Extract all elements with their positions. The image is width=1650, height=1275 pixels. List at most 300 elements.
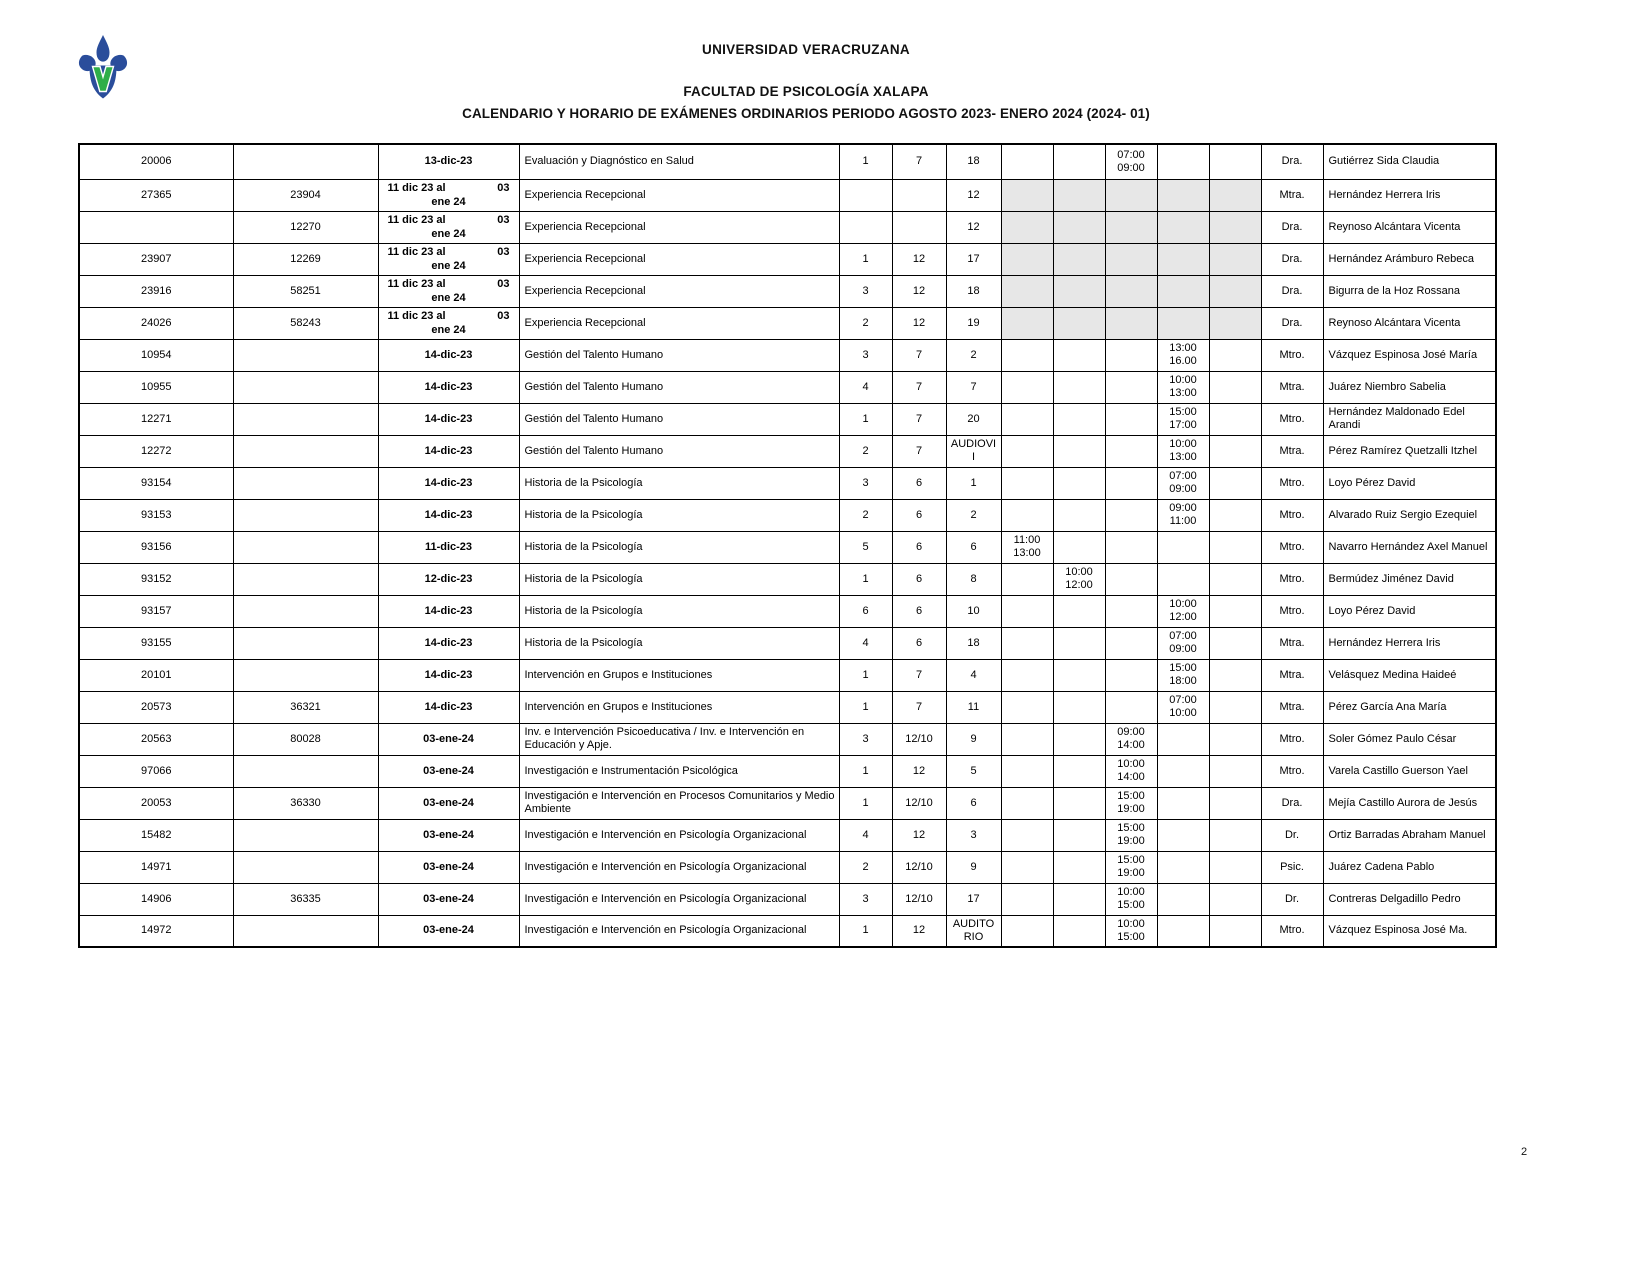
nrc2-cell: [233, 627, 378, 659]
teacher-cell: Bermúdez Jiménez David: [1323, 563, 1496, 595]
time-cell-2: [1053, 243, 1105, 275]
nrc2-cell: [233, 915, 378, 947]
nrc2-cell: 80028: [233, 723, 378, 755]
date-range-line2: ene 24: [431, 228, 466, 240]
date-cell: 14-dic-23: [378, 339, 519, 371]
nrc2-cell: [233, 499, 378, 531]
semester-cell: 12/10: [892, 851, 946, 883]
semester-cell: 12/10: [892, 883, 946, 915]
time-cell-2: [1053, 723, 1105, 755]
teacher-cell: Loyo Pérez David: [1323, 595, 1496, 627]
title-cell: Mtro.: [1261, 531, 1323, 563]
time-cell-1: [1001, 435, 1053, 467]
time-cell-4: [1157, 819, 1209, 851]
nrc1-cell: 12271: [79, 403, 233, 435]
time-end: 15:00: [1117, 899, 1145, 911]
semester-cell: 12: [892, 275, 946, 307]
section-cell: 3: [839, 723, 892, 755]
time-start: 15:00: [1169, 406, 1197, 418]
course-cell: Experiencia Recepcional: [519, 179, 839, 211]
section-cell: 2: [839, 499, 892, 531]
date-range-start: 11 dic 23 al: [387, 246, 446, 258]
date-range-line2: ene 24: [431, 324, 466, 336]
teacher-cell: Hernández Maldonado Edel Arandi: [1323, 403, 1496, 435]
nrc1-cell: 93157: [79, 595, 233, 627]
semester-cell: 6: [892, 595, 946, 627]
nrc2-cell: 36330: [233, 787, 378, 819]
section-cell: 1: [839, 243, 892, 275]
section-cell: 3: [839, 339, 892, 371]
time-cell-4: [1157, 627, 1209, 659]
course-cell: Experiencia Recepcional: [519, 307, 839, 339]
date-cell: 11-dic-23: [378, 531, 519, 563]
table-row: [79, 851, 1496, 883]
table-row: [79, 755, 1496, 787]
table-row: [79, 307, 1496, 339]
date-range-start: 11 dic 23 al: [387, 310, 446, 322]
time-cell-2: [1053, 563, 1105, 595]
section-cell: [839, 179, 892, 211]
time-cell-4: [1157, 755, 1209, 787]
time-end: 11:00: [1169, 515, 1197, 527]
table-row: [79, 627, 1496, 659]
time-cell-3: [1105, 691, 1157, 723]
time-cell-5: [1209, 819, 1261, 851]
room-cell: 6: [946, 787, 1001, 819]
time-cell-3: [1105, 563, 1157, 595]
time-cell-5: [1209, 627, 1261, 659]
calendar-title: CALENDARIO Y HORARIO DE EXÁMENES ORDINARIOS PERIODO AGOSTO 2023- ENERO 2024 (2024- 01): [462, 106, 1150, 121]
room-cell: 5: [946, 755, 1001, 787]
title-cell: Mtra.: [1261, 435, 1323, 467]
time-cell-5: [1209, 307, 1261, 339]
section-cell: 5: [839, 531, 892, 563]
semester-cell: 12: [892, 819, 946, 851]
time-end: 12:00: [1065, 579, 1093, 591]
teacher-cell: Soler Gómez Paulo César: [1323, 723, 1496, 755]
time-end: 14:00: [1117, 771, 1145, 783]
time-cell-1: [1001, 819, 1053, 851]
time-cell-1: [1001, 883, 1053, 915]
time-cell-3: [1105, 307, 1157, 339]
time-cell-3: [1105, 339, 1157, 371]
date-range-day: 03: [497, 182, 510, 194]
semester-cell: 7: [892, 435, 946, 467]
title-cell: Dra.: [1261, 275, 1323, 307]
time-cell-5: [1209, 563, 1261, 595]
time-cell-1: [1001, 915, 1053, 947]
time-end: 18:00: [1169, 675, 1197, 687]
section-cell: 3: [839, 883, 892, 915]
date-range-line1: [381, 181, 517, 195]
time-cell-4: [1157, 723, 1209, 755]
date-cell: 03-ene-24: [378, 787, 519, 819]
semester-cell: 12: [892, 915, 946, 947]
time-cell-1: [1001, 563, 1053, 595]
time-cell-1: [1001, 275, 1053, 307]
semester-cell: [892, 179, 946, 211]
nrc1-cell: 93156: [79, 531, 233, 563]
course-cell: Gestión del Talento Humano: [519, 403, 839, 435]
course-cell: Historia de la Psicología: [519, 627, 839, 659]
teacher-cell: Hernández Herrera Iris: [1323, 627, 1496, 659]
table-row: [79, 915, 1496, 947]
time-cell-1: [1001, 787, 1053, 819]
time-cell-5: [1209, 467, 1261, 499]
table-row: [79, 723, 1496, 755]
table-row: [79, 371, 1496, 403]
title-cell: Mtro.: [1261, 339, 1323, 371]
time-cell-4: [1157, 595, 1209, 627]
semester-cell: 12: [892, 243, 946, 275]
date-range-line1: [381, 213, 517, 227]
course-cell: Inv. e Intervención Psicoeducativa / Inv. e Intervención en Educación y Apje.: [519, 723, 839, 755]
exam-schedule-table: [78, 143, 1497, 948]
time-cell-2: [1053, 275, 1105, 307]
semester-cell: 7: [892, 339, 946, 371]
time-cell-5: [1209, 659, 1261, 691]
date-cell: 14-dic-23: [378, 499, 519, 531]
section-cell: 3: [839, 275, 892, 307]
title-cell: Mtro.: [1261, 499, 1323, 531]
course-cell: Evaluación y Diagnóstico en Salud: [519, 144, 839, 179]
time-cell-5: [1209, 787, 1261, 819]
course-cell: Gestión del Talento Humano: [519, 339, 839, 371]
time-cell-4: [1157, 275, 1209, 307]
time-cell-2: [1053, 659, 1105, 691]
semester-cell: [892, 211, 946, 243]
semester-cell: 7: [892, 144, 946, 179]
time-cell-1: [1001, 691, 1053, 723]
room-cell: 4: [946, 659, 1001, 691]
time-cell-5: [1209, 723, 1261, 755]
title-cell: Dra.: [1261, 787, 1323, 819]
semester-cell: 7: [892, 371, 946, 403]
room-cell: 12: [946, 179, 1001, 211]
teacher-cell: Vázquez Espinosa José Ma.: [1323, 915, 1496, 947]
time-cell-4: [1157, 531, 1209, 563]
university-name: UNIVERSIDAD VERACRUZANA: [702, 42, 910, 57]
course-cell: Historia de la Psicología: [519, 531, 839, 563]
date-cell: 03-ene-24: [378, 819, 519, 851]
teacher-cell: Reynoso Alcántara Vicenta: [1323, 307, 1496, 339]
time-cell-3: [1105, 595, 1157, 627]
time-cell-5: [1209, 499, 1261, 531]
time-cell-1: [1001, 339, 1053, 371]
time-start: 10:00: [1117, 886, 1145, 898]
title-cell: Mtra.: [1261, 627, 1323, 659]
section-cell: 1: [839, 691, 892, 723]
time-cell-2: [1053, 371, 1105, 403]
time-start: 11:00: [1013, 534, 1041, 546]
course-cell: Historia de la Psicología: [519, 467, 839, 499]
time-cell-4: [1157, 403, 1209, 435]
time-cell-5: [1209, 275, 1261, 307]
date-cell: [378, 275, 519, 307]
table-row: [79, 403, 1496, 435]
nrc2-cell: 36321: [233, 691, 378, 723]
table-row: [79, 499, 1496, 531]
time-cell-5: [1209, 531, 1261, 563]
time-cell-1: [1001, 595, 1053, 627]
time-cell-3: [1105, 499, 1157, 531]
nrc2-cell: [233, 819, 378, 851]
time-cell-4: [1157, 435, 1209, 467]
room-cell: 9: [946, 851, 1001, 883]
room-cell: AUDIOVI I: [946, 435, 1001, 467]
nrc2-cell: [233, 659, 378, 691]
room-cell: AUDITO RIO: [946, 915, 1001, 947]
time-start: 10:00: [1065, 566, 1093, 578]
table-row: [79, 595, 1496, 627]
time-cell-4: [1157, 915, 1209, 947]
course-cell: Intervención en Grupos e Instituciones: [519, 691, 839, 723]
date-range-start: 11 dic 23 al: [387, 214, 446, 226]
date-range-start: 11 dic 23 al: [387, 182, 446, 194]
course-cell: Gestión del Talento Humano: [519, 435, 839, 467]
nrc1-cell: 10955: [79, 371, 233, 403]
nrc2-cell: 12270: [233, 211, 378, 243]
nrc1-cell: 15482: [79, 819, 233, 851]
time-cell-2: [1053, 851, 1105, 883]
teacher-cell: Bigurra de la Hoz Rossana: [1323, 275, 1496, 307]
table-row: [79, 144, 1496, 179]
time-end: 10:00: [1169, 707, 1197, 719]
time-cell-1: [1001, 723, 1053, 755]
time-cell-5: [1209, 883, 1261, 915]
time-end: 17:00: [1169, 419, 1197, 431]
time-cell-1: [1001, 371, 1053, 403]
course-cell: Historia de la Psicología: [519, 563, 839, 595]
time-end: 13:00: [1169, 451, 1197, 463]
course-cell: Experiencia Recepcional: [519, 243, 839, 275]
time-start: 09:00: [1169, 502, 1197, 514]
time-cell-2: [1053, 499, 1105, 531]
time-cell-5: [1209, 435, 1261, 467]
table-row: [79, 563, 1496, 595]
time-start: 07:00: [1169, 694, 1197, 706]
time-cell-2: [1053, 339, 1105, 371]
date-range-line2: ene 24: [431, 196, 466, 208]
section-cell: 1: [839, 144, 892, 179]
nrc2-cell: [233, 851, 378, 883]
time-cell-3: [1105, 435, 1157, 467]
semester-cell: 12: [892, 307, 946, 339]
time-cell-2: [1053, 307, 1105, 339]
room-cell: 17: [946, 883, 1001, 915]
room-cell: 2: [946, 339, 1001, 371]
date-cell: 14-dic-23: [378, 627, 519, 659]
section-cell: 2: [839, 307, 892, 339]
title-cell: Mtro.: [1261, 595, 1323, 627]
time-end: 16.00: [1169, 355, 1197, 367]
time-cell-3: [1105, 531, 1157, 563]
date-range-day: 03: [497, 214, 510, 226]
section-cell: 1: [839, 915, 892, 947]
time-cell-1: [1001, 211, 1053, 243]
course-cell: Investigación e Intervención en Psicología Organizacional: [519, 851, 839, 883]
date-cell: 14-dic-23: [378, 691, 519, 723]
date-cell: [378, 307, 519, 339]
time-end: 19:00: [1117, 835, 1145, 847]
time-cell-4: [1157, 563, 1209, 595]
room-cell: 18: [946, 275, 1001, 307]
time-cell-4: [1157, 883, 1209, 915]
semester-cell: 6: [892, 531, 946, 563]
time-start: 13:00: [1169, 342, 1197, 354]
time-cell-5: [1209, 915, 1261, 947]
time-start: 07:00: [1169, 630, 1197, 642]
time-start: 15:00: [1117, 854, 1145, 866]
time-end: 13:00: [1013, 547, 1041, 559]
course-cell: Historia de la Psicología: [519, 595, 839, 627]
nrc2-cell: 58251: [233, 275, 378, 307]
date-cell: 03-ene-24: [378, 755, 519, 787]
time-cell-1: [1001, 179, 1053, 211]
room-cell: 19: [946, 307, 1001, 339]
time-cell-2: [1053, 435, 1105, 467]
teacher-cell: Contreras Delgadillo Pedro: [1323, 883, 1496, 915]
time-cell-1: [1001, 307, 1053, 339]
time-cell-3: [1105, 819, 1157, 851]
time-end: 14:00: [1117, 739, 1145, 751]
semester-cell: 6: [892, 467, 946, 499]
teacher-cell: Loyo Pérez David: [1323, 467, 1496, 499]
table-row: [79, 819, 1496, 851]
nrc1-cell: 23907: [79, 243, 233, 275]
room-cell: 17: [946, 243, 1001, 275]
section-cell: 2: [839, 435, 892, 467]
nrc2-cell: 58243: [233, 307, 378, 339]
teacher-cell: Hernández Arámburo Rebeca: [1323, 243, 1496, 275]
nrc2-cell: 12269: [233, 243, 378, 275]
time-cell-4: [1157, 787, 1209, 819]
time-cell-4: [1157, 467, 1209, 499]
nrc2-cell: [233, 435, 378, 467]
course-cell: Historia de la Psicología: [519, 499, 839, 531]
title-cell: Mtro.: [1261, 403, 1323, 435]
date-range-line2: ene 24: [431, 260, 466, 272]
time-cell-2: [1053, 179, 1105, 211]
title-cell: Mtra.: [1261, 659, 1323, 691]
nrc1-cell: 93154: [79, 467, 233, 499]
time-cell-2: [1053, 627, 1105, 659]
table-row: [79, 659, 1496, 691]
time-cell-4: [1157, 243, 1209, 275]
title-cell: Dra.: [1261, 211, 1323, 243]
time-cell-3: [1105, 467, 1157, 499]
room-cell: 18: [946, 627, 1001, 659]
section-cell: 1: [839, 563, 892, 595]
nrc1-cell: 20006: [79, 144, 233, 179]
semester-cell: 7: [892, 659, 946, 691]
course-cell: Experiencia Recepcional: [519, 211, 839, 243]
nrc1-cell: 10954: [79, 339, 233, 371]
date-range-day: 03: [497, 278, 510, 290]
nrc1-cell: 14972: [79, 915, 233, 947]
time-cell-5: [1209, 851, 1261, 883]
time-cell-2: [1053, 595, 1105, 627]
semester-cell: 12/10: [892, 787, 946, 819]
time-cell-4: [1157, 691, 1209, 723]
date-range-line1: [381, 245, 517, 259]
nrc1-cell: 97066: [79, 755, 233, 787]
teacher-cell: Varela Castillo Guerson Yael: [1323, 755, 1496, 787]
time-start: 10:00: [1117, 758, 1145, 770]
course-cell: Investigación e Intervención en Psicología Organizacional: [519, 819, 839, 851]
title-cell: Mtro.: [1261, 467, 1323, 499]
nrc1-cell: [79, 211, 233, 243]
nrc1-cell: 20101: [79, 659, 233, 691]
nrc2-cell: [233, 563, 378, 595]
title-cell: Mtro.: [1261, 723, 1323, 755]
time-cell-5: [1209, 144, 1261, 179]
room-cell: 11: [946, 691, 1001, 723]
title-cell: Dra.: [1261, 243, 1323, 275]
teacher-cell: Alvarado Ruiz Sergio Ezequiel: [1323, 499, 1496, 531]
time-cell-2: [1053, 915, 1105, 947]
time-cell-1: [1001, 243, 1053, 275]
course-cell: Investigación e Intervención en Psicología Organizacional: [519, 883, 839, 915]
time-cell-5: [1209, 339, 1261, 371]
time-cell-1: [1001, 144, 1053, 179]
room-cell: 7: [946, 371, 1001, 403]
nrc2-cell: [233, 755, 378, 787]
exam-table-body: [79, 144, 1496, 947]
teacher-cell: Velásquez Medina Haideé: [1323, 659, 1496, 691]
page-number: 2: [1521, 1146, 1528, 1158]
date-range-day: 03: [497, 246, 510, 258]
nrc2-cell: [233, 371, 378, 403]
semester-cell: 7: [892, 691, 946, 723]
date-cell: 12-dic-23: [378, 563, 519, 595]
table-row: [79, 275, 1496, 307]
teacher-cell: Navarro Hernández Axel Manuel: [1323, 531, 1496, 563]
time-cell-4: [1157, 179, 1209, 211]
room-cell: 18: [946, 144, 1001, 179]
room-cell: 10: [946, 595, 1001, 627]
time-end: 19:00: [1117, 867, 1145, 879]
time-cell-2: [1053, 883, 1105, 915]
nrc1-cell: 27365: [79, 179, 233, 211]
time-cell-4: [1157, 211, 1209, 243]
date-cell: [378, 179, 519, 211]
time-cell-1: [1001, 659, 1053, 691]
time-cell-3: [1105, 915, 1157, 947]
title-cell: Mtra.: [1261, 371, 1323, 403]
teacher-cell: Mejía Castillo Aurora de Jesús: [1323, 787, 1496, 819]
date-range-day: 03: [497, 310, 510, 322]
nrc1-cell: 24026: [79, 307, 233, 339]
semester-cell: 12: [892, 755, 946, 787]
date-cell: 03-ene-24: [378, 851, 519, 883]
nrc1-cell: 93152: [79, 563, 233, 595]
title-cell: Psic.: [1261, 851, 1323, 883]
time-end: 09:00: [1169, 643, 1197, 655]
room-cell: 3: [946, 819, 1001, 851]
course-cell: Investigación e Intervención en Procesos Comunitarios y Medio Ambiente: [519, 787, 839, 819]
table-row: [79, 179, 1496, 211]
nrc1-cell: 12272: [79, 435, 233, 467]
time-start: 15:00: [1169, 662, 1197, 674]
time-cell-4: [1157, 371, 1209, 403]
teacher-cell: Ortiz Barradas Abraham Manuel: [1323, 819, 1496, 851]
section-cell: 1: [839, 755, 892, 787]
section-cell: 4: [839, 371, 892, 403]
time-cell-4: [1157, 659, 1209, 691]
faculty-name: FACULTAD DE PSICOLOGÍA XALAPA: [683, 84, 929, 99]
teacher-cell: Pérez García Ana María: [1323, 691, 1496, 723]
